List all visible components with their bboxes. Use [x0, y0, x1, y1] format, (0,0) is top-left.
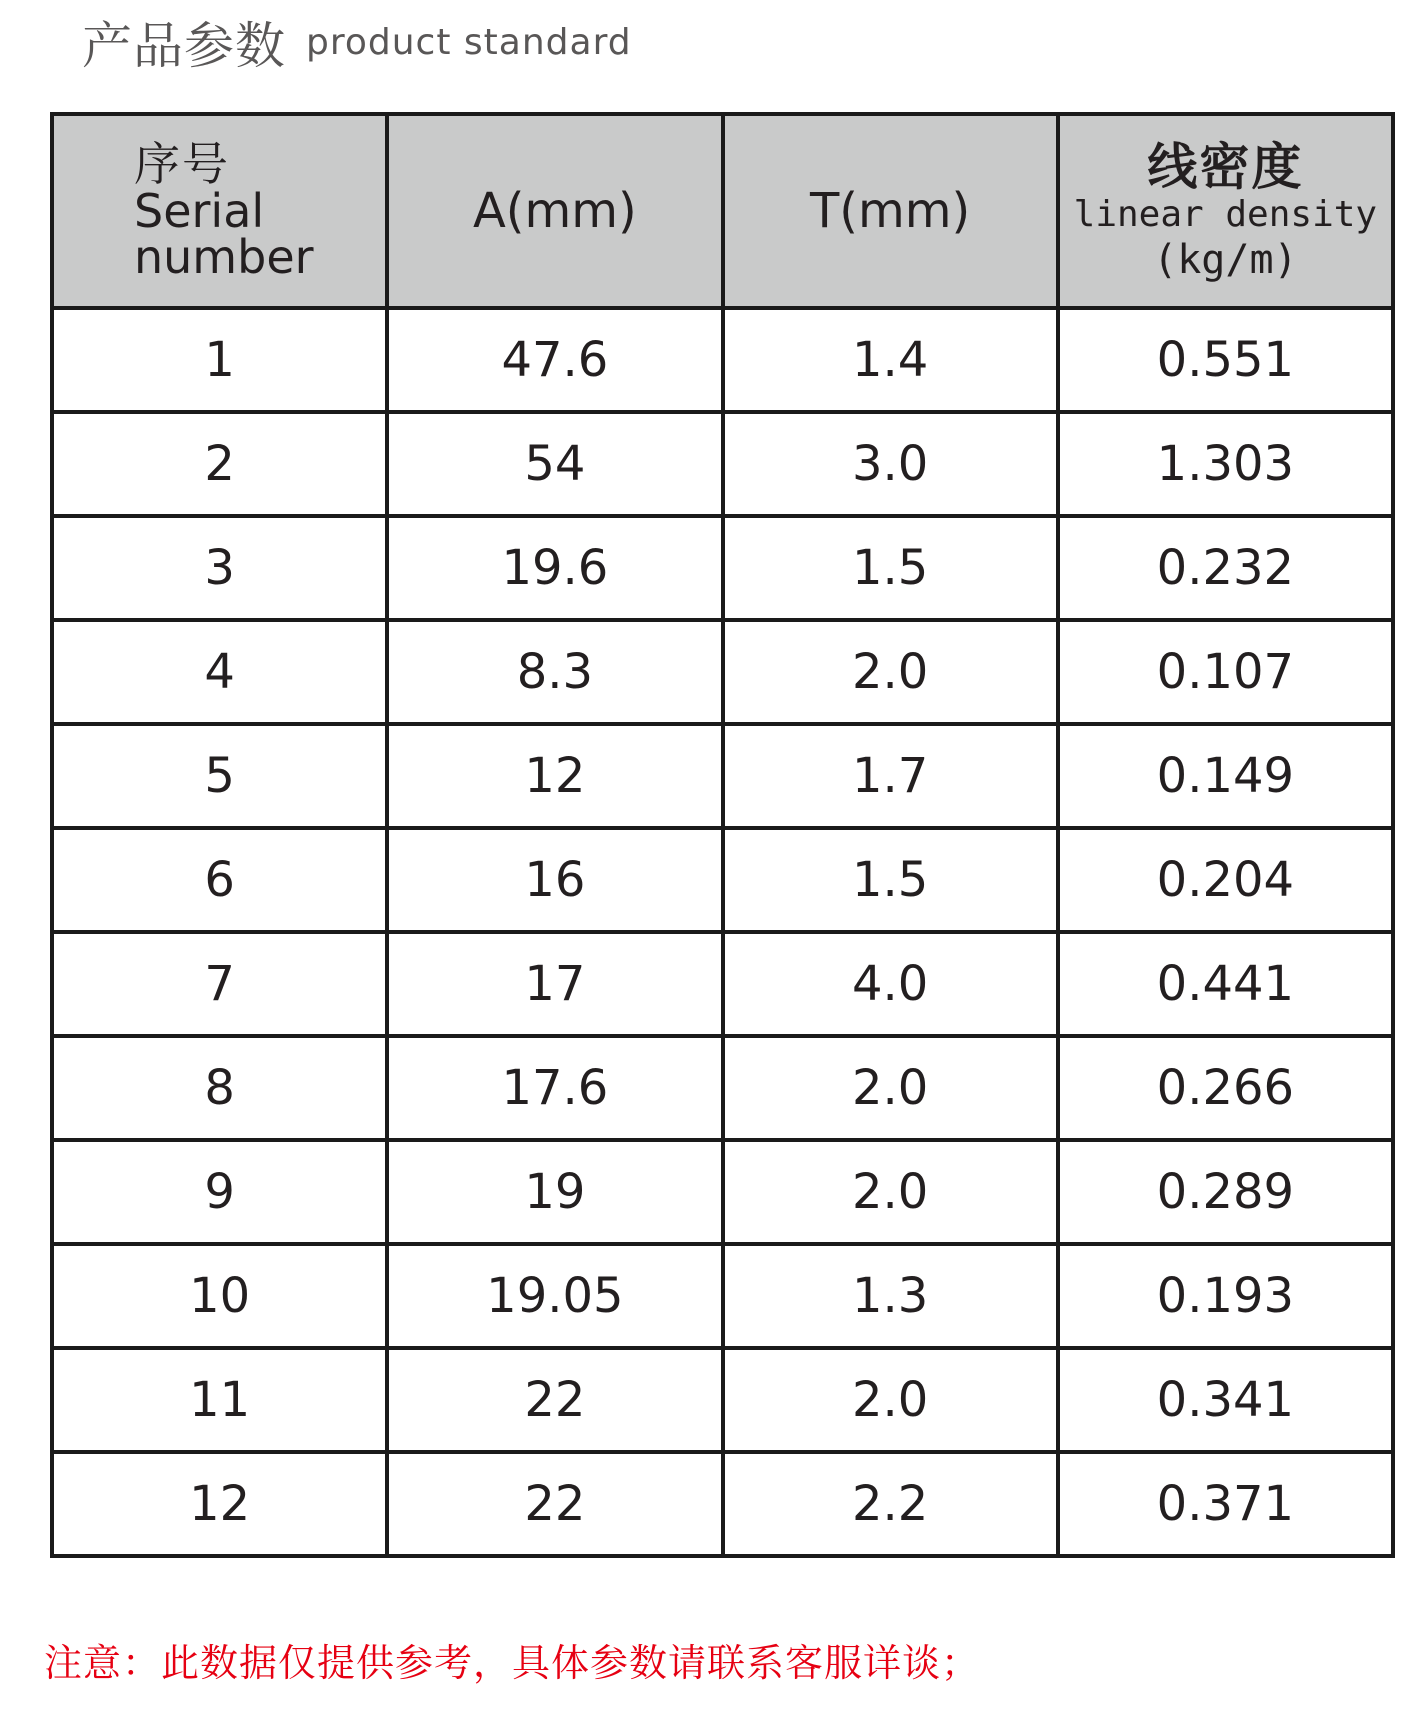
table-row	[52, 828, 1393, 932]
cell-serial: 12	[52, 1452, 387, 1556]
table-header-row	[52, 114, 1393, 308]
header-serial-en-2: number	[134, 230, 314, 285]
cell-serial: 11	[52, 1348, 387, 1452]
cell-serial: 9	[52, 1140, 387, 1244]
header-a: A(mm)	[387, 114, 722, 308]
cell-a: 19.6	[387, 516, 722, 620]
cell-t: 3.0	[723, 412, 1058, 516]
cell-t: 1.5	[723, 516, 1058, 620]
cell-density: 0.204	[1058, 828, 1393, 932]
cell-a: 8.3	[387, 620, 722, 724]
header-t: T(mm)	[723, 114, 1058, 308]
cell-density: 1.303	[1058, 412, 1393, 516]
header-density-unit: (kg/m)	[1153, 237, 1298, 284]
cell-a: 22	[387, 1348, 722, 1452]
table-row	[52, 724, 1393, 828]
cell-density: 0.232	[1058, 516, 1393, 620]
cell-serial: 2	[52, 412, 387, 516]
cell-serial: 10	[52, 1244, 387, 1348]
cell-a: 19	[387, 1140, 722, 1244]
cell-a: 17	[387, 932, 722, 1036]
cell-density: 0.193	[1058, 1244, 1393, 1348]
cell-a: 54	[387, 412, 722, 516]
cell-density: 0.107	[1058, 620, 1393, 724]
table-row	[52, 1244, 1393, 1348]
cell-t: 1.3	[723, 1244, 1058, 1348]
cell-t: 2.0	[723, 620, 1058, 724]
cell-t: 1.4	[723, 308, 1058, 412]
cell-density: 0.441	[1058, 932, 1393, 1036]
cell-serial: 3	[52, 516, 387, 620]
cell-density: 0.289	[1058, 1140, 1393, 1244]
cell-density: 0.266	[1058, 1036, 1393, 1140]
table-row	[52, 932, 1393, 1036]
table-row	[52, 516, 1393, 620]
cell-serial: 8	[52, 1036, 387, 1140]
cell-density: 0.341	[1058, 1348, 1393, 1452]
cell-a: 17.6	[387, 1036, 722, 1140]
table-row	[52, 1140, 1393, 1244]
page-title-en: product standard	[306, 21, 632, 63]
cell-density: 0.371	[1058, 1452, 1393, 1556]
table-row	[52, 412, 1393, 516]
table-row	[52, 1348, 1393, 1452]
cell-a: 22	[387, 1452, 722, 1556]
cell-a: 19.05	[387, 1244, 722, 1348]
cell-serial: 5	[52, 724, 387, 828]
table-row	[52, 1452, 1393, 1556]
cell-t: 2.0	[723, 1140, 1058, 1244]
cell-t: 4.0	[723, 932, 1058, 1036]
page-title-cn: 产品参数	[82, 17, 286, 75]
cell-t: 2.2	[723, 1452, 1058, 1556]
header-density-cn: 线密度	[1147, 137, 1304, 196]
cell-t: 2.0	[723, 1348, 1058, 1452]
header-density-en: linear density	[1073, 193, 1378, 235]
cell-t: 1.7	[723, 724, 1058, 828]
table-row	[52, 620, 1393, 724]
cell-a: 47.6	[387, 308, 722, 412]
cell-a: 12	[387, 724, 722, 828]
header-serial	[52, 114, 387, 308]
table-row	[52, 1036, 1393, 1140]
cell-serial: 4	[52, 620, 387, 724]
cell-density: 0.551	[1058, 308, 1393, 412]
header-serial-en-1: Serial	[134, 183, 265, 238]
cell-t: 2.0	[723, 1036, 1058, 1140]
product-spec-table	[50, 112, 1395, 1558]
cell-a: 16	[387, 828, 722, 932]
cell-serial: 7	[52, 932, 387, 1036]
cell-serial: 1	[52, 308, 387, 412]
disclaimer-note: 注意：此数据仅提供参考，具体参数请联系客服详谈；	[44, 1641, 981, 1685]
cell-serial: 6	[52, 828, 387, 932]
header-density	[1058, 114, 1393, 308]
cell-density: 0.149	[1058, 724, 1393, 828]
table-row	[52, 308, 1393, 412]
header-serial-cn: 序号	[134, 136, 230, 191]
page-heading	[82, 10, 632, 74]
cell-t: 1.5	[723, 828, 1058, 932]
